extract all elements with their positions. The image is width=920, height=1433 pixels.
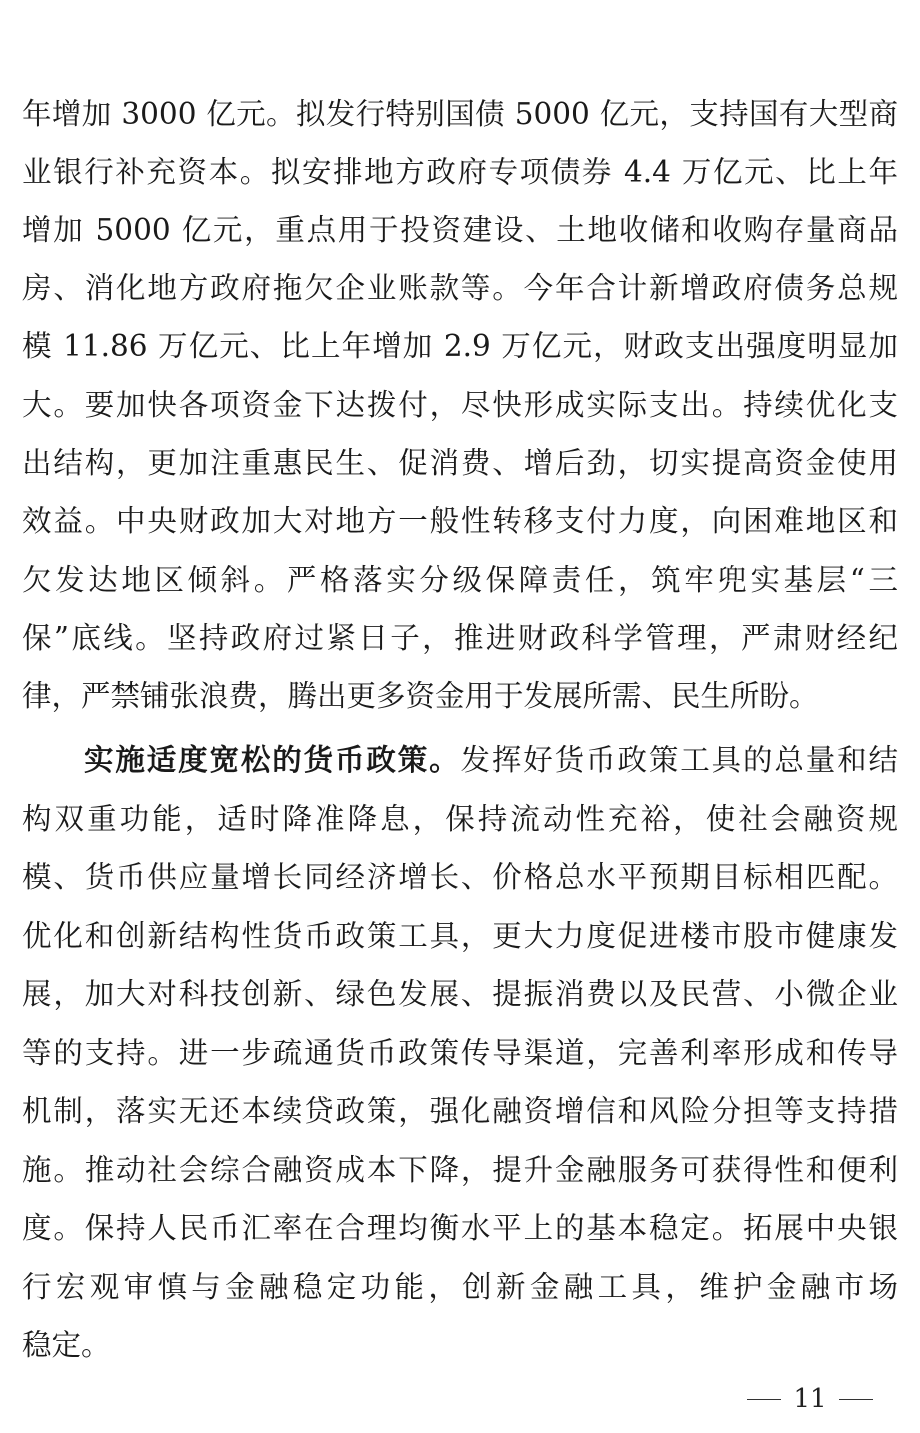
text-line: 等的支持。进一步疏通货币政策传导渠道，完善利率形成和传导 [22,1036,898,1070]
text-line: 大。要加快各项资金下达拨付，尽快形成实际支出。持续优化支 [22,388,898,422]
text-line: 房、消化地方政府拖欠企业账款等。今年合计新增政府债务总规 [22,271,898,305]
text-line: 模、货币供应量增长同经济增长、价格总水平预期目标相匹配。 [22,860,898,894]
text-line: 保”底线。坚持政府过紧日子，推进财政科学管理，严肃财经纪 [22,621,898,655]
text-line: 律，严禁铺张浪费，腾出更多资金用于发展所需、民生所盼。 [22,679,819,713]
text-line: 出结构，更加注重惠民生、促消费、增后劲，切实提高资金使用 [22,446,898,480]
text-line: 业银行补充资本。拟安排地方政府专项债券 4.4 万亿元、比上年 [22,155,898,189]
text-line: 欠发达地区倾斜。严格落实分级保障责任，筑牢兜实基层“三 [22,563,898,597]
page-number [740,1376,880,1420]
text-line: 展，加大对科技创新、绿色发展、提振消费以及民营、小微企业 [22,977,898,1011]
text-line: 施。推动社会综合融资成本下降，提升金融服务可获得性和便利 [22,1153,898,1187]
text-line: 稳定。 [22,1328,111,1362]
page-number-dash-left [747,1399,781,1400]
paragraph-first-line-text: 发挥好货币政策工具的总量和结 [460,743,898,777]
paragraph-first-line [84,731,898,789]
text-line: 度。保持人民币汇率在合理均衡水平上的基本稳定。拓展中央银 [22,1211,898,1245]
text-line: 增加 5000 亿元，重点用于投资建设、土地收储和收购存量商品 [22,213,898,247]
text-line: 年增加 3000 亿元。拟发行特别国债 5000 亿元，支持国有大型商 [22,97,898,131]
paragraph-heading: 实施适度宽松的货币政策。 [84,742,461,777]
page-number-dash-right [839,1399,873,1400]
text-line: 构双重功能，适时降准降息，保持流动性充裕，使社会融资规 [22,802,898,836]
page-number-value: 11 [793,1384,827,1414]
text-line: 行宏观审慎与金融稳定功能，创新金融工具，维护金融市场 [22,1270,898,1304]
text-line: 优化和创新结构性货币政策工具，更大力度促进楼市股市健康发 [22,919,898,953]
text-line: 机制，落实无还本续贷政策，强化融资增信和风险分担等支持措 [22,1094,898,1128]
text-line: 模 11.86 万亿元、比上年增加 2.9 万亿元，财政支出强度明显加 [22,329,898,363]
text-line: 效益。中央财政加大对地方一般性转移支付力度，向困难地区和 [22,504,898,538]
